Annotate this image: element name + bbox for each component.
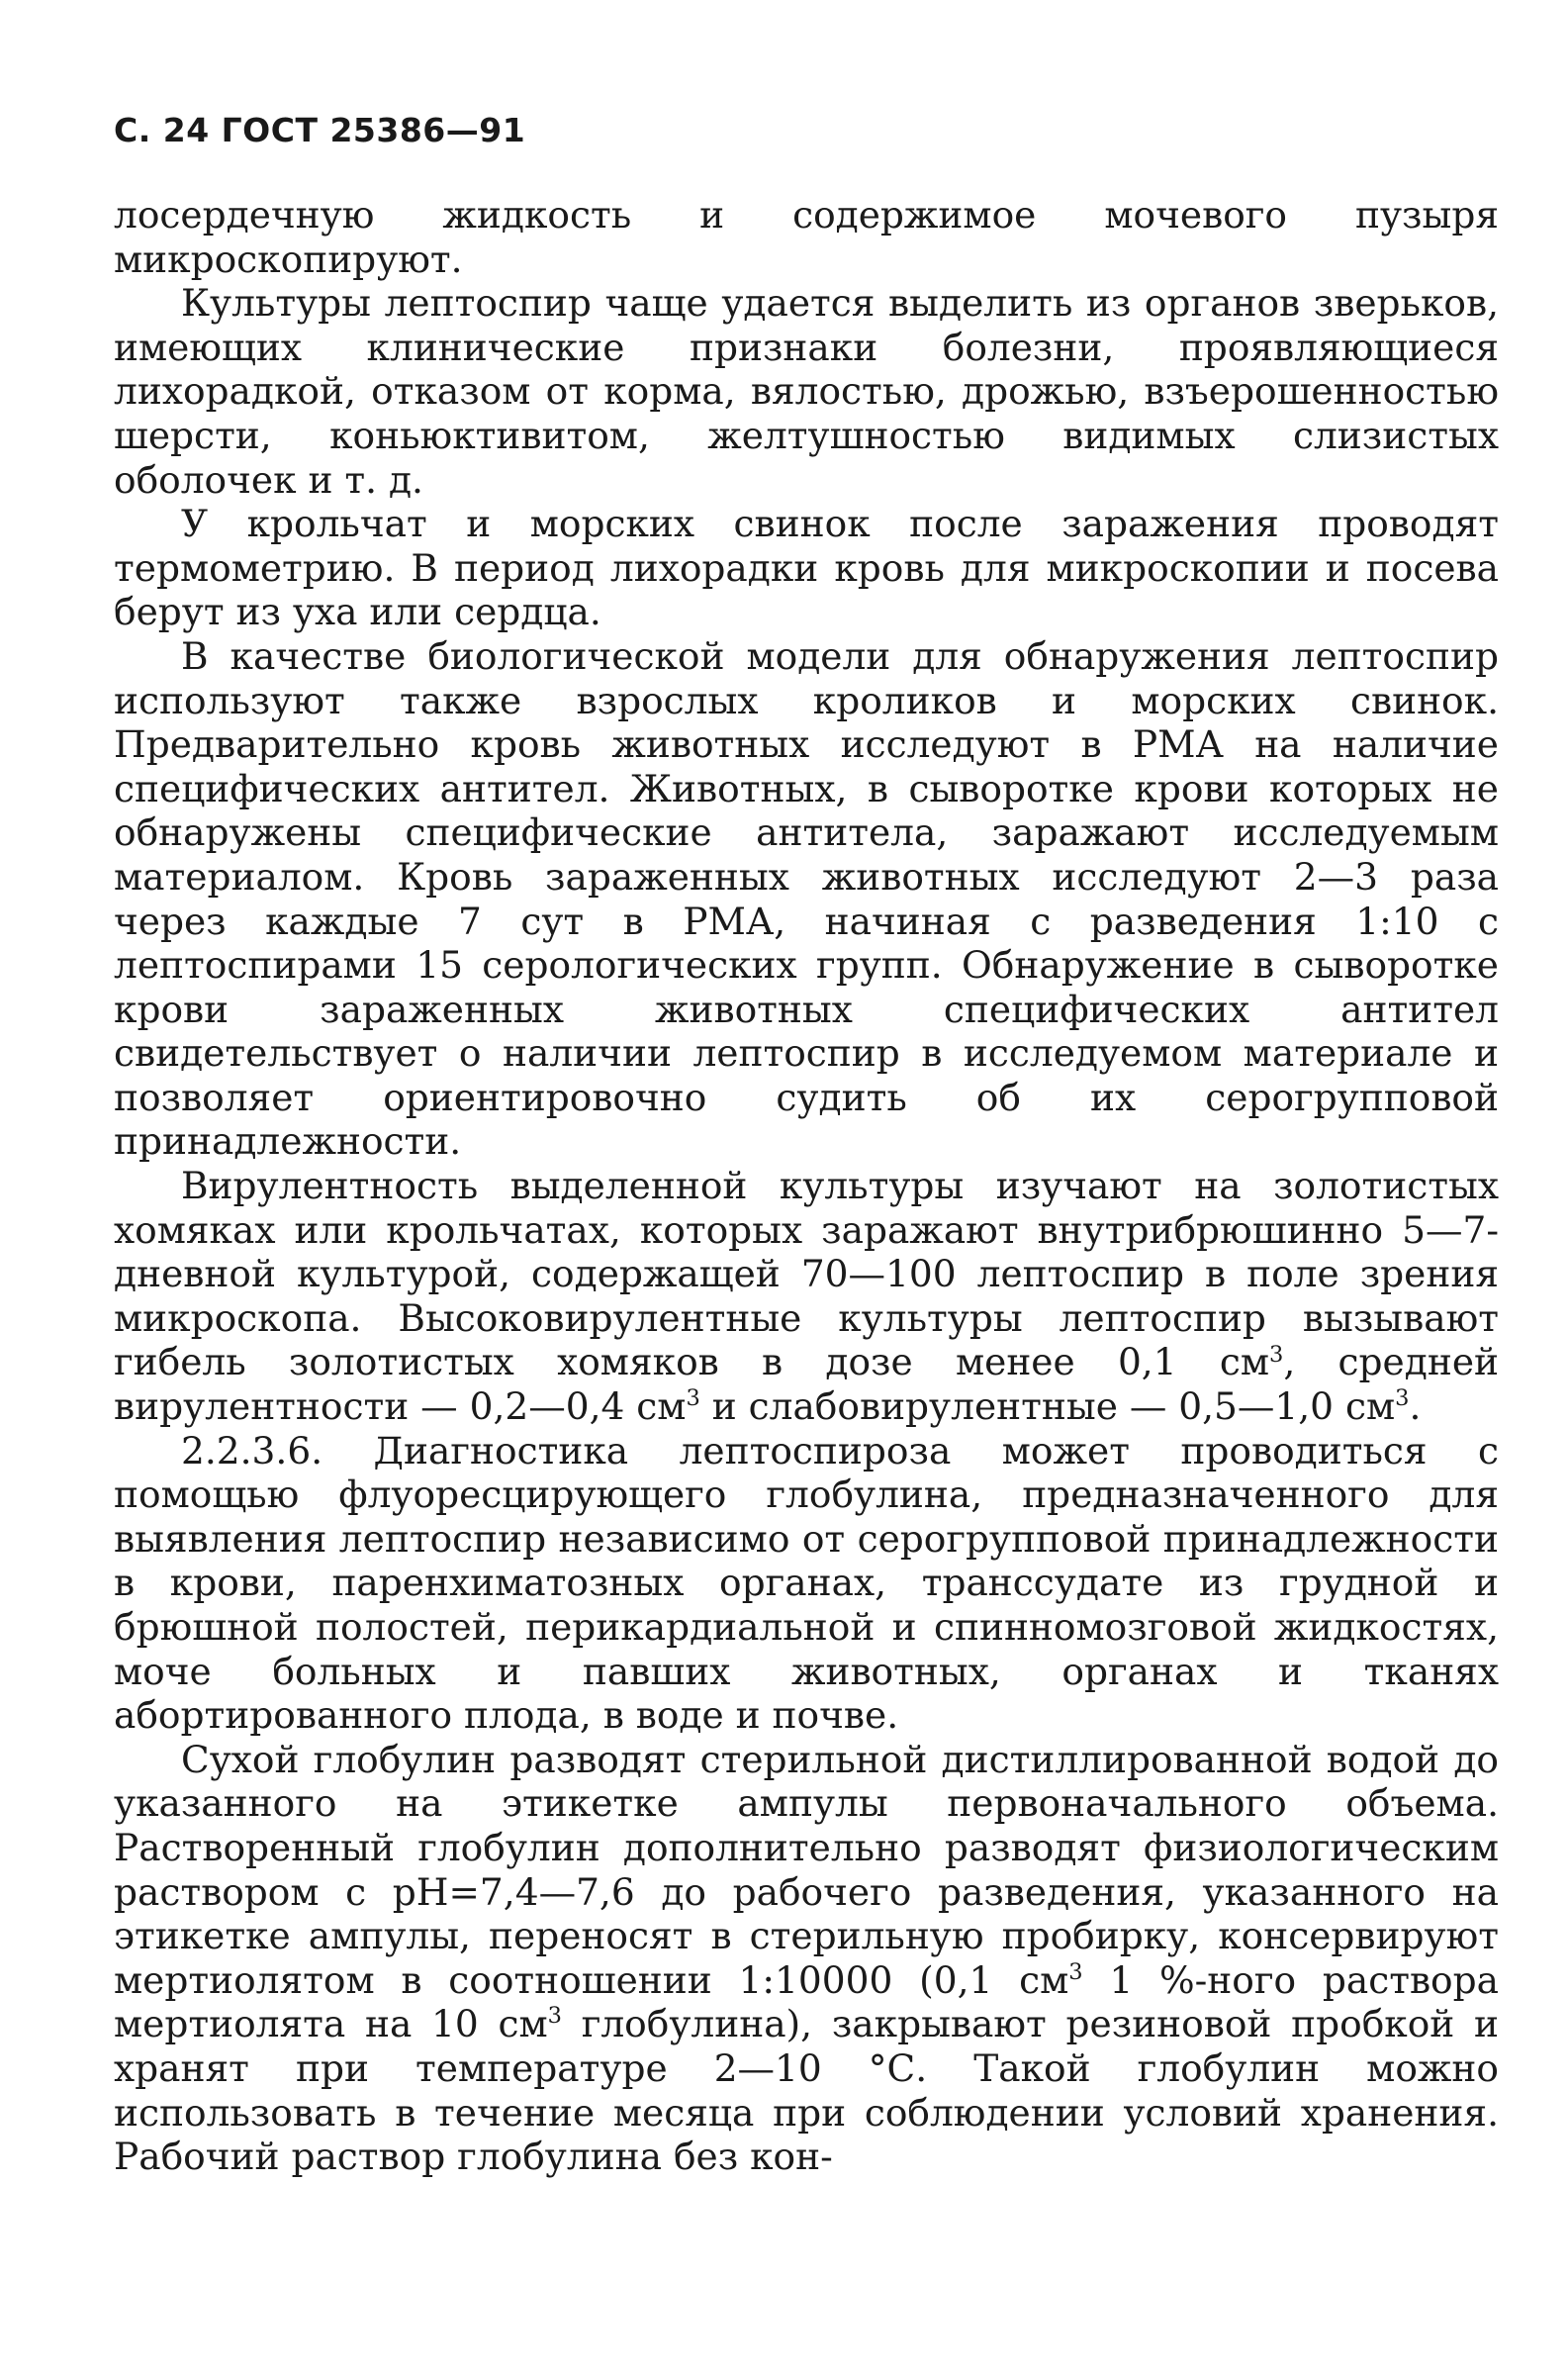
- paragraph-4: В качестве биологической модели для обнаружения лептоспир используют также взрослых кроликов и морских свинок. Предварительно кровь животных исследуют в РМА на наличие специфических антител. Животных, в сыворотке крови которых не обнаружены специфические антитела, заражают исследуемым материалом. Кровь зараженных животных исследуют 2—3 раза через каждые 7 сут в РМА, начиная с разведения 1:10 с лептоспирами 15 серологических групп. Обнаружение в сыворотке крови зараженных животных специфических антител свидетельствует о наличии лептоспир в исследуемом материале и позволяет ориентировочно судить об их серогрупповой принадлежности.: [114, 633, 1499, 1164]
- paragraph-2: Культуры лептоспир чаще удается выделить из органов зверьков, имеющих клинические признаки болезни, проявляющиеся лихорадкой, отказом от корма, вялостью, дрожью, взъерошенностью шерсти, коньюктивитом, желтушностью видимых слизистых оболочек и т. д.: [114, 281, 1499, 502]
- paragraph-3: У крольчат и морских свинок после заражения проводят термометрию. В период лихорадки кровь для микроскопии и посева берут из уха или сердца.: [114, 502, 1499, 634]
- superscript-cube: 3: [1395, 1385, 1410, 1412]
- superscript-cube: 3: [547, 2003, 562, 2030]
- superscript-cube: 3: [686, 1385, 700, 1412]
- body-text: [114, 193, 1499, 2179]
- paragraph-5-text-4: .: [1409, 1384, 1422, 1429]
- paragraph-7-text-2: 1 %-ного раствора мертиолята на 10 см: [114, 1957, 1499, 2046]
- superscript-cube: 3: [1068, 1958, 1083, 1985]
- paragraph-5-text-3: и слабовирулентные — 0,5—1,0 см: [699, 1384, 1396, 1429]
- superscript-cube: 3: [1269, 1341, 1284, 1368]
- paragraph-1: лосердечную жидкость и содержимое мочевого пузыря микроскопируют.: [114, 193, 1499, 281]
- paragraph-7-text-1: Сухой глобулин разводят стерильной дистиллированной водой до указанного на этикетке ампулы первоначального объема. Растворенный глобулин дополнительно разводят физиологическим раствором с pH=7,4—7,6 до рабочего разведения, указанного на этикетке ампулы, переносят в стерильную пробирку, консервируют мертиолятом в соотношении 1:10000 (0,1 см: [114, 1737, 1499, 2002]
- running-header: С. 24 ГОСТ 25386—91: [114, 111, 526, 149]
- paragraph-5-text-2: , средней вирулентности — 0,2—0,4 см: [114, 1340, 1500, 1429]
- paragraph-5-text-1: Вирулентность выделенной культуры изучают на золотистых хомяках или крольчатах, которых заражают внутрибрюшинно 5—7-дневной культурой, содержащей 70—100 лептоспир в поле зрения микроскопа. Высоковирулентные культуры лептоспир вызывают гибель золотистых хомяков в дозе менее 0,1 см: [114, 1164, 1499, 1384]
- paragraph-5: [114, 1164, 1499, 1429]
- paragraph-7-text-3: глобулина), закрывают резиновой пробкой и хранят при температуре 2—10 °С. Такой глобулин можно использовать в течение месяца при соблюдении условий хранения. Рабочий раствор глобулина без кон-: [114, 2002, 1499, 2179]
- paragraph-7: [114, 1738, 1499, 2179]
- paragraph-6: 2.2.3.6. Диагностика лептоспироза может проводиться с помощью флуоресцирующего глобулина, предназначенного для выявления лептоспир независимо от серогрупповой принадлежности в крови, паренхиматозных органах, транссудате из грудной и брюшной полостей, перикардиальной и спинномозговой жидкостях, моче больных и павших животных, органах и тканях абортированного плода, в воде и почве.: [114, 1428, 1499, 1738]
